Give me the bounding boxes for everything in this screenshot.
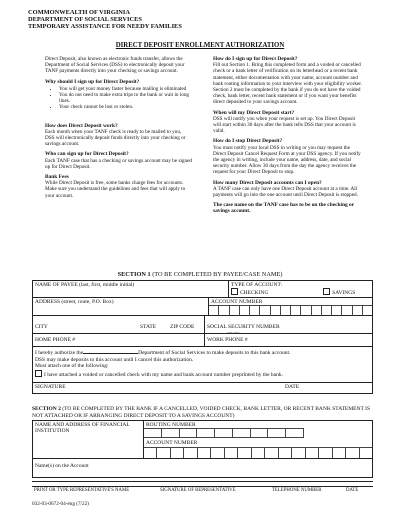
checking-label: CHECKING: [240, 290, 269, 296]
header-line-2: DEPARTMENT OF SOCIAL SERVICES: [28, 16, 142, 24]
signup-heading: How do I sign up for Direct Deposit?: [213, 56, 298, 62]
benefit-item: • You do not need to make extra trips to the bank or wait in long lines.: [59, 92, 192, 104]
stop-text: You must notify your local DSS in writing or you may request the Direct Deposit Cancel Request Form at your DSS agency. If you notify the agency in writing, include your name, address, date, and social security number. Allow 30 days from the day the agency receives the request for your Direct Deposit to stop.: [213, 144, 361, 176]
who-text: Each TANF case that has a checking or savings account may be signed up for Direct Deposit.: [45, 157, 192, 170]
home-phone-field[interactable]: HOME PHONE #: [35, 337, 76, 343]
ssn-field[interactable]: SOCIAL SECURITY NUMBER — —: [204, 316, 372, 333]
who-heading: Who can sign up for Direct Deposit?: [45, 151, 129, 158]
state-field[interactable]: STATE: [140, 324, 157, 330]
section-1-form: [32, 280, 373, 394]
payee-row: [33, 281, 372, 298]
how-work-heading: How does Direct Deposit work?: [45, 122, 118, 129]
start-heading: When will my Direct Deposit start?: [213, 109, 295, 116]
signature-row: [33, 383, 372, 393]
agency-header: [28, 9, 182, 31]
section-2-form: [32, 420, 373, 478]
fees-text: While Direct Deposit is free, some banks charge fees for accounts. Make sure you understand the guidelines and fees that will apply to your account.: [45, 180, 186, 199]
document-title: DIRECT DEPOSIT ENROLLMENT AUTHORIZATION: [115, 42, 285, 49]
city-field[interactable]: CITY: [35, 324, 48, 330]
date-field[interactable]: DATE: [285, 384, 300, 390]
account-type-field: TYPE OF ACCOUNT: CHECKING SAVINGS: [228, 281, 372, 297]
account-number-boxes: [209, 305, 372, 316]
info-column-left: [45, 56, 192, 199]
benefit-item: • You will get your money faster because mailing is eliminated: [59, 86, 192, 92]
bank-account-label: ACCOUNT NUMBER: [146, 440, 198, 446]
account-number-field[interactable]: ACCOUNT NUMBER: [208, 298, 372, 315]
representative-row: [32, 481, 373, 495]
agency-name-blank[interactable]: [83, 353, 138, 354]
stop-heading: How do I stop Direct Deposit?: [213, 138, 283, 145]
section-2-title: SECTION 2 (TO BE COMPLETED BY THE BANK IF A CANCELLED, VOIDED CHECK, BANK LETTER, OR RECENT BANK STATEMENT IS NOT ATTACHED OR IF ARRANGING DIRECT DEPOSIT TO A SAVINGS ACCOUNT): [32, 406, 371, 419]
city-row: [33, 316, 372, 334]
why-heading: Why should I sign up for Direct Deposit?: [45, 78, 140, 85]
benefits-list: [45, 86, 192, 111]
address-field[interactable]: ADDRESS (street, route, P.O. Box): [35, 299, 114, 305]
header-line-3: TEMPORARY ASSISTANCE FOR NEEDY FAMILIES: [28, 23, 182, 31]
info-column-right: [213, 56, 363, 215]
rep-phone-field[interactable]: TELEPHONE NUMBER: [272, 488, 322, 493]
payee-name-field[interactable]: NAME OF PAYEE (last, first, middle initial): [35, 282, 135, 288]
names-on-account-field[interactable]: Name(s) on the Account: [35, 463, 89, 469]
address-row: [33, 298, 372, 316]
bank-account-boxes[interactable]: [144, 447, 372, 458]
phone-row: [33, 334, 372, 347]
intro-text: Direct Deposit, also known as electronic funds transfer, allows the Department of Social Services (DSS) to electronically deposit your TANF payments directly into your checking or savings account.: [45, 56, 185, 75]
ssn-separators: — —: [227, 330, 240, 336]
howmany-text: A TANF case can only have one Direct Deposit account at a time. All payments will go into the one account until Direct Deposit is stopped.: [213, 185, 358, 199]
savings-label: SAVINGS: [332, 290, 356, 296]
header-line-1: COMMONWEALTH OF VIRGINIA: [28, 9, 131, 16]
form-number: 032-03-0672-04-eng (7/22): [32, 501, 89, 507]
names-on-account-row: [33, 459, 372, 477]
howmany-heading: How many Direct Deposit accounts can I open?: [213, 179, 322, 186]
how-work-text: Each month when your TANF check is ready to be mailed to you, DSS will electronically deposit funds directly into your checking or savings account.: [45, 128, 186, 148]
closing-note: The case name on the TANF case has to be on the checking or savings account.: [213, 202, 354, 215]
section-1-title: SECTION 1 (TO BE COMPLETED BY PAYEE/CASE NAME): [117, 271, 283, 278]
zip-field[interactable]: ZIP CODE: [170, 324, 195, 330]
savings-checkbox[interactable]: [323, 288, 330, 295]
start-text: DSS will notify you when your request is set up. You Direct Deposit will start within 30 days after the bank tells DSS that your account is valid.: [213, 115, 356, 135]
authorization-text: I hereby authorize the Department of Social Services to make deposits to this bank account. DSS may make deposits to this account until I cancel this authorization. Must attach one of the following: I have attached a voided or cancelled check with my name and bank account number preprinted by the bank.: [35, 350, 291, 378]
routing-number-boxes: [144, 428, 304, 438]
rep-date-field[interactable]: DATE: [346, 488, 359, 493]
rep-name-field[interactable]: PRINT OR TYPE REPRESENTATIVE'S NAME: [34, 488, 130, 493]
institution-row: [33, 421, 372, 459]
institution-field[interactable]: NAME AND ADDRESS OF FINANCIAL INSTITUTION: [35, 422, 130, 435]
work-phone-field[interactable]: WORK PHONE #: [204, 334, 372, 346]
checking-checkbox[interactable]: [231, 288, 238, 295]
rep-signature-field[interactable]: SIGNATURE OF REPRESENTATIVE: [160, 488, 236, 493]
signup-text: Fill out Section 1. Bring this completed form and a voided or cancelled check or a bank letter of verification on its letterhead or a recent bank statement, either documentation with your name, account number and bank routing information to your interview with your eligibility worker. Section 2 must be completed by the bank if you do not have the voided check, bank letter, recent bank statement or if you want your benefits direct deposited to your savings account.: [213, 62, 362, 106]
attached-check-checkbox[interactable]: [35, 370, 42, 377]
fees-heading: Bank Fees: [45, 174, 69, 181]
routing-number-field[interactable]: ROUTING NUMBER ACCOUNT NUMBER: [143, 421, 372, 458]
authorization-row: [33, 347, 372, 383]
signature-field[interactable]: SIGNATURE: [35, 384, 66, 390]
benefit-item: • Your check cannot be lost or stolen.: [59, 104, 192, 110]
